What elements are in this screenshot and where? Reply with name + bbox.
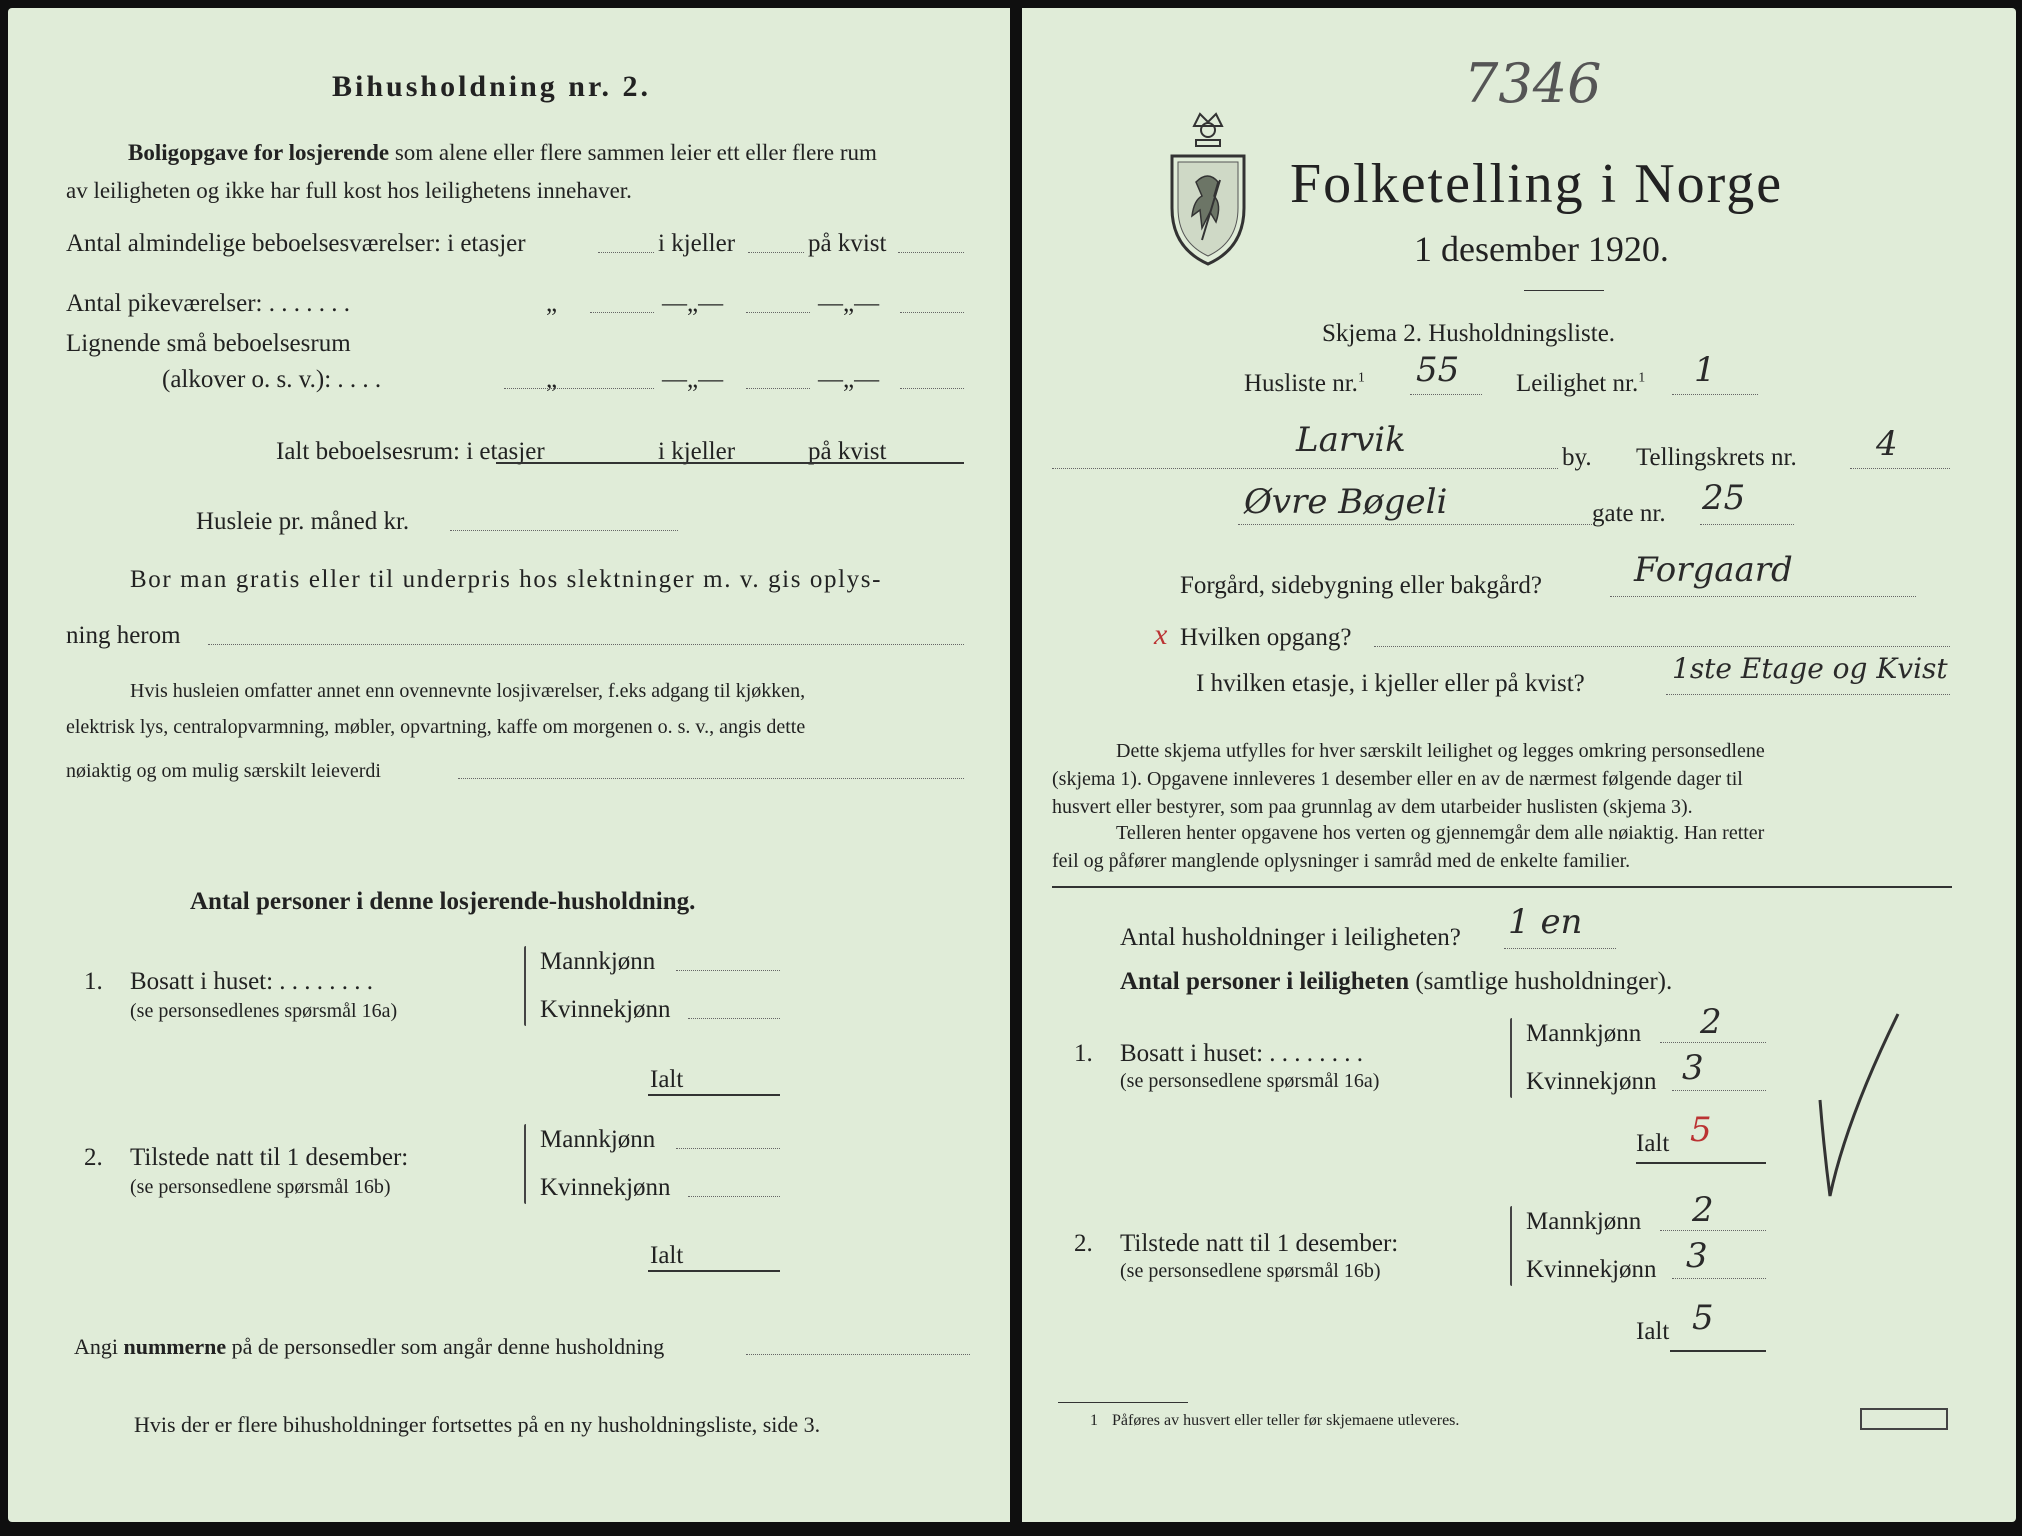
coat-of-arms-icon — [1166, 112, 1250, 268]
lignende-ditto-1: —„— — [662, 366, 724, 393]
antal-hush-label: Antal husholdninger i leiligheten? — [1120, 924, 1461, 951]
etasjer-field[interactable] — [598, 252, 654, 253]
gate-nr-value: 25 — [1702, 478, 1746, 518]
etasje-label: I hvilken etasje, i kjeller eller på kvist? — [1196, 670, 1585, 697]
antal-label: Antal almindelige beboelsesværelser: i etasjer — [66, 230, 526, 257]
instr-line-5: feil og påfører manglende oplysninger i samråd med de enkelte familier. — [1052, 850, 1631, 872]
right-q1-label: Bosatt i huset: . . . . . . . . — [1120, 1040, 1364, 1067]
ialt-kjeller-label: i kjeller — [658, 438, 736, 465]
right-q2-ialt-label: Ialt — [1636, 1318, 1670, 1345]
left-q1-brace — [524, 946, 526, 1026]
intro-line-1 — [128, 140, 877, 166]
angi-bold: nummerne — [123, 1334, 227, 1359]
etasje-field[interactable] — [1666, 694, 1950, 695]
leilighet-value: 1 — [1694, 350, 1716, 390]
right-q2-brace — [1510, 1206, 1512, 1286]
lignende-label-1: Lignende små beboelsesrum — [66, 330, 351, 357]
right-q1-mann-label: Mannkjønn — [1526, 1020, 1642, 1047]
right-q1-mann-value: 2 — [1700, 1002, 1722, 1042]
census-date: 1 desember 1920. — [1414, 229, 1669, 269]
gate-label: gate nr. — [1592, 500, 1666, 527]
left-q2-ialt-rule — [648, 1270, 780, 1272]
footnote-num: 1 — [1090, 1412, 1098, 1429]
right-q1-kvinne-label: Kvinnekjønn — [1526, 1068, 1657, 1095]
instr-line-1: Dette skjema utfylles for hver særskilt leilighet og legges omkring personsedlene — [1116, 740, 1765, 762]
page-fold — [1010, 8, 1022, 1522]
hvis-line-1: Hvis husleien omfatter annet enn ovennevnte losjiværelser, f.eks adgang til kjøkken, — [130, 680, 806, 702]
hvis-field[interactable] — [458, 778, 964, 779]
right-q1-ialt-rule — [1636, 1162, 1766, 1164]
kvist-field[interactable] — [898, 252, 964, 253]
antal-personer-heading: Antal personer i denne losjerende-husholdning. — [190, 888, 696, 915]
instr-line-4: Telleren henter opgavene hos verten og gjennemgår dem alle nøiaktig. Han retter — [1116, 822, 1765, 844]
krets-label: Tellingskrets nr. — [1636, 444, 1797, 471]
left-q2-brace — [524, 1124, 526, 1204]
left-q2-ialt-label: Ialt — [650, 1242, 684, 1269]
footnote-text: Påføres av husvert eller teller før skjemaene utleveres. — [1112, 1412, 1460, 1429]
krets-value: 4 — [1876, 424, 1898, 464]
right-q1-kvinne-value: 3 — [1682, 1048, 1704, 1088]
gate-field[interactable] — [1238, 524, 1592, 525]
left-q2-label: Tilstede natt til 1 desember: — [130, 1144, 409, 1171]
lignende-field-3[interactable] — [900, 388, 964, 389]
intro-bold: Boligopgave for losjerende — [128, 140, 390, 165]
right-q1-ialt-label: Ialt — [1636, 1130, 1670, 1157]
left-q2-mann-label: Mannkjønn — [540, 1126, 656, 1153]
right-q1-sub: (se personsedlene spørsmål 16a) — [1120, 1070, 1380, 1092]
husliste-label — [1244, 370, 1365, 398]
pike-field-3[interactable] — [900, 312, 964, 313]
lignende-field-2[interactable] — [746, 388, 810, 389]
right-q2-ialt-value: 5 — [1692, 1298, 1714, 1338]
left-q1-kvinne-field[interactable] — [688, 1018, 780, 1019]
angi-line — [74, 1334, 664, 1360]
main-title: Folketelling i Norge — [1290, 153, 1784, 215]
left-q2-num: 2. — [84, 1144, 103, 1171]
husliste-text: Husliste nr. — [1244, 370, 1358, 397]
lignende-ditto-2: —„— — [818, 366, 880, 393]
right-q1-num: 1. — [1074, 1040, 1093, 1067]
left-q1-ialt-rule — [648, 1094, 780, 1096]
angi-pre: Angi — [74, 1334, 118, 1359]
left-title: Bihusholdning nr. 2. — [332, 70, 652, 103]
kjeller-label: i kjeller — [658, 230, 736, 257]
opgang-label: Hvilken opgang? — [1180, 624, 1352, 651]
archive-number: 7346 — [1464, 52, 1602, 115]
right-q2-ialt-rule — [1670, 1350, 1766, 1352]
footnote-divider — [1058, 1402, 1188, 1403]
right-q2-mann-label: Mannkjønn — [1526, 1208, 1642, 1235]
red-check-mark: x — [1154, 618, 1168, 651]
antal-hush-value: 1 en — [1508, 902, 1583, 942]
ialt-beboelse-rule — [496, 462, 964, 464]
right-q2-num: 2. — [1074, 1230, 1093, 1257]
by-field[interactable] — [1052, 468, 1558, 469]
left-q2-mann-field[interactable] — [676, 1148, 780, 1149]
left-q1-ialt-label: Ialt — [650, 1066, 684, 1093]
left-q2-sub: (se personsedlene spørsmål 16b) — [130, 1176, 391, 1198]
left-q1-mann-field[interactable] — [676, 970, 780, 971]
antal-pers-rest: (samtlige husholdninger). — [1415, 968, 1673, 995]
right-q2-label: Tilstede natt til 1 desember: — [1120, 1230, 1399, 1257]
instr-line-2: (skjema 1). Opgavene innleveres 1 desember eller en av de nærmest følgende dager til — [1052, 768, 1743, 790]
husleie-label: Husleie pr. måned kr. — [196, 508, 410, 535]
left-q2-kvinne-field[interactable] — [688, 1196, 780, 1197]
forgaard-label: Forgård, sidebygning eller bakgård? — [1180, 572, 1542, 599]
gate-nr-field[interactable] — [1700, 524, 1794, 525]
ialt-beboelse-label: Ialt beboelsesrum: i etasjer — [276, 438, 545, 465]
instr-line-3: husvert eller bestyrer, som paa grunnlag av dem utarbeider huslisten (skjema 3). — [1052, 796, 1693, 818]
angi-field[interactable] — [746, 1354, 970, 1355]
husliste-sup: 1 — [1357, 370, 1365, 386]
skjema-label: Skjema 2. Husholdningsliste. — [1322, 320, 1616, 347]
tick-mark-icon — [1780, 1010, 1900, 1200]
husliste-field[interactable] — [1410, 394, 1482, 395]
right-q1-ialt-value: 5 — [1690, 1110, 1712, 1150]
leilighet-field[interactable] — [1672, 394, 1758, 395]
right-q2-kvinne-label: Kvinnekjønn — [1526, 1256, 1657, 1283]
ialt-kvist-label: på kvist — [808, 438, 887, 465]
pike-ditto-2: —„— — [818, 290, 880, 317]
antal-hush-field[interactable] — [1504, 948, 1616, 949]
husleie-field[interactable] — [450, 530, 678, 531]
instr-divider — [1052, 886, 1952, 888]
gate-value: Øvre Bøgeli — [1244, 482, 1448, 522]
bor-line-1: Bor man gratis eller til underpris hos slektninger m. v. gis oplys- — [130, 566, 883, 593]
leilighet-text: Leilighet nr. — [1516, 370, 1639, 397]
lignende-label-2: (alkover o. s. v.): . . . . — [162, 366, 382, 393]
antal-pers-bold: Antal personer i leiligheten — [1120, 968, 1410, 995]
intro-line-2: av leiligheten og ikke har full kost hos leilighetens innehaver. — [66, 178, 632, 203]
krets-field[interactable] — [1850, 468, 1950, 469]
left-q1-num: 1. — [84, 968, 103, 995]
leilighet-sup: 1 — [1638, 370, 1646, 386]
angi-rest: på de personsedler som angår denne husholdning — [231, 1334, 665, 1359]
kvist-label: på kvist — [808, 230, 887, 257]
kjeller-field[interactable] — [748, 252, 804, 253]
right-q2-mann-field[interactable] — [1660, 1230, 1766, 1231]
lignende-ditto: „ — [546, 366, 558, 393]
title-divider — [1524, 290, 1604, 291]
footnote-line — [1090, 1412, 1459, 1430]
pike-field-2[interactable] — [746, 312, 810, 313]
left-q1-kvinne-label: Kvinnekjønn — [540, 996, 671, 1023]
left-footer: Hvis der er flere bihusholdninger fortsettes på en ny husholdningsliste, side 3. — [134, 1412, 821, 1437]
right-q2-kvinne-value: 3 — [1686, 1236, 1708, 1276]
right-q2-sub: (se personsedlene spørsmål 16b) — [1120, 1260, 1381, 1282]
antal-pers-line — [1120, 968, 1672, 996]
left-q1-sub: (se personsedlenes spørsmål 16a) — [130, 1000, 398, 1022]
pike-label: Antal pikeværelser: . . . . . . . — [66, 290, 350, 317]
bor-line-2: ning herom — [66, 622, 181, 649]
hvis-line-2: elektrisk lys, centralopvarmning, møbler, opvartning, kaffe om morgenen o. s. v., angis dette — [66, 716, 806, 738]
lignende-field-1[interactable] — [504, 388, 654, 389]
pike-ditto: „ — [546, 290, 558, 317]
hvis-line-3: nøiaktig og om mulig særskilt leieverdi — [66, 760, 381, 782]
forgaard-field[interactable] — [1610, 596, 1916, 597]
left-q1-mann-label: Mannkjønn — [540, 948, 656, 975]
opgang-field[interactable] — [1374, 646, 1950, 647]
left-q1-label: Bosatt i huset: . . . . . . . . — [130, 968, 374, 995]
right-q1-mann-field[interactable] — [1660, 1042, 1766, 1043]
by-label: by. — [1562, 444, 1592, 471]
right-q2-mann-value: 2 — [1692, 1190, 1714, 1230]
right-q2-kvinne-field[interactable] — [1672, 1278, 1766, 1279]
right-q1-kvinne-field[interactable] — [1672, 1090, 1766, 1091]
pike-ditto-1: —„— — [662, 290, 724, 317]
husliste-value: 55 — [1416, 350, 1460, 390]
bor-field[interactable] — [208, 644, 964, 645]
intro-rest: som alene eller flere sammen leier ett eller flere rum — [394, 140, 877, 165]
right-q1-brace — [1510, 1018, 1512, 1098]
by-value: Larvik — [1296, 420, 1406, 460]
printer-stamp — [1860, 1408, 1948, 1430]
forgaard-value: Forgaard — [1634, 550, 1793, 590]
left-q2-kvinne-label: Kvinnekjønn — [540, 1174, 671, 1201]
leilighet-label — [1516, 370, 1645, 398]
etasje-value: 1ste Etage og Kvist — [1672, 652, 1948, 685]
pike-field-1[interactable] — [590, 312, 654, 313]
